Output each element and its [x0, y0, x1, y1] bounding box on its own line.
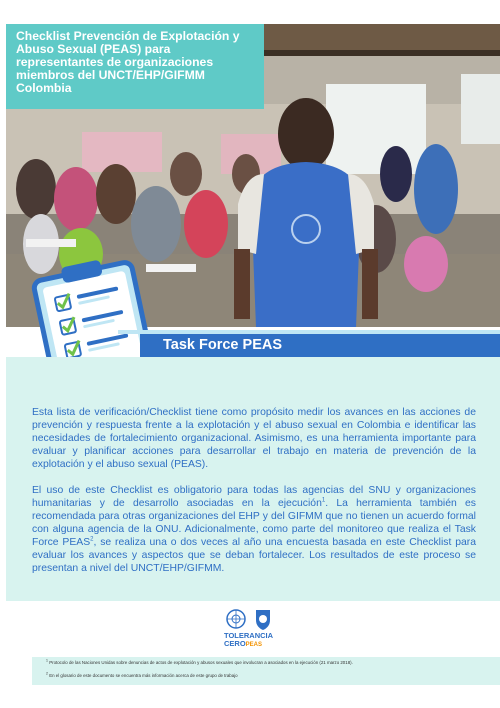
logo-line1: TOLERANCIA: [224, 631, 274, 640]
footnote-1: [46, 660, 486, 666]
shield-emblem-icon: [256, 610, 270, 630]
un-emblem-icon: [227, 610, 245, 628]
usage-paragraph-part-c: , se realiza una o dos veces al año una encuesta basada en este Checklist para evaluar los avances y aspectos que se deban fortalecer. Los resultados de este proceso se presentan a nivel del UNCT/EHP/GIFMM.: [32, 537, 476, 574]
footnote-ref-1: 1: [321, 497, 326, 504]
footnote-ref-2: 2: [90, 536, 94, 543]
section-title: Task Force PEAS: [163, 337, 283, 353]
logo-line2: CERO: [224, 639, 246, 648]
footnote-2-text: En el glosario de este documento se encuentra más información acerca de este grupo de trabajo: [49, 673, 238, 678]
intro-paragraph: Esta lista de verificación/Checklist tiene como propósito medir los avances en las acciones de prevención y respuesta frente a la explotación y el abuso sexual en Colombia e identificar las necesidades de fortalecimiento organizacional. Asimismo, es una herramienta importante para evaluar y planificar acciones para desarrollar el trabajo en materia de prevención de la explotación y el abuso sexual (PEAS).: [32, 407, 476, 470]
footnote-2: [46, 673, 486, 679]
footnote-2-number: 2: [46, 671, 48, 676]
usage-paragraph-part-b: . La herramienta también es recomendada para otras organizaciones del EHP y del GIFMM que no tienen un acuerdo formal con alguna agencia de la ONU. Adicionalmente, como parte del monitoreo que realiza el Task Force PEAS: [32, 498, 476, 548]
logo-mark: PEAS: [245, 642, 263, 648]
usage-paragraph: [32, 484, 476, 575]
document-title: Checklist Prevención de Explotación y Abuso Sexual (PEAS) para representantes de organizaciones miembros del UNCT/EHP/GIFMM Colombia: [6, 24, 264, 109]
usage-paragraph-part-a: El uso de este Checklist es obligatorio para todas las agencias del SNU y organizaciones humanitarias y de desarrollo asociadas en la ejecución: [32, 485, 476, 509]
footnote-1-text: Protocolo de las Naciones Unidas sobre denuncias de actos de explotación y abusos sexuales que involucran a asociados en la ejecución (21 marzo 2018).: [49, 660, 353, 665]
footnote-1-number: 1: [46, 658, 48, 663]
tolerancia-cero-logo: [224, 632, 284, 649]
